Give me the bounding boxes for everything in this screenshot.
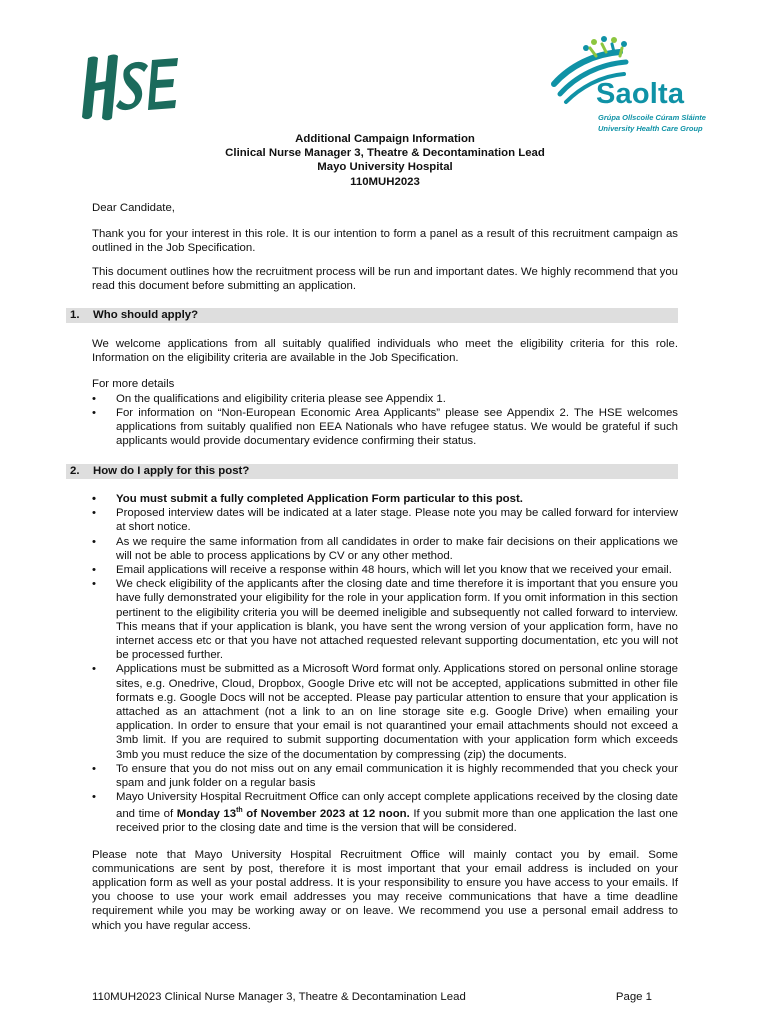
footer-reference: 110MUH2023 Clinical Nurse Manager 3, Theatre & Decontamination Lead xyxy=(92,991,466,1003)
list-item xyxy=(92,790,678,835)
title-line-3: Mayo University Hospital xyxy=(317,161,453,174)
list-item: • We check eligibility of the applicants after the closing date and time therefore it is important that you ensure you have fully demonstrated your eligibility for the role in your application form. If you omit information in this section pertinent to the eligibility criteria you will be deemed ineligible and subsequently not called forward to interview. This means that if your application is blank, you have sent the wrong version of your application form, have no internet access etc or that you have not attached requested relevant supporting documentation, etc you will not be processed further. xyxy=(92,577,678,662)
section-1-paragraph: We welcome applications from all suitably qualified individuals who meet the eligibility criteria for this role. Information on the eligibility criteria are available in the Job Specification. xyxy=(92,338,678,365)
closing-date-time: of November 2023 at 12 noon. xyxy=(242,808,410,821)
list-item: • To ensure that you do not miss out on any email communication it is highly recommended that you check your spam and junk folder on a regular basis xyxy=(92,762,678,790)
saolta-wordmark: Saolta xyxy=(596,78,685,110)
salutation: Dear Candidate, xyxy=(92,202,175,214)
intro-paragraph-2: This document outlines how the recruitment process will be run and important dates. We highly recommend that you read this document before submitting an application. xyxy=(92,265,678,292)
section-1-body xyxy=(92,337,678,448)
list-item: • On the qualifications and eligibility criteria please see Appendix 1. xyxy=(92,392,678,406)
closing-date-intro: Mayo University Hospital Recruitment Office can only accept complete applications received by the closing date and time of xyxy=(116,791,679,821)
hse-logo xyxy=(78,50,180,124)
list-item: • For information on “Non-European Economic Area Applicants” please see Appendix 2. The HSE welcomes applications from suitably qualified non EEA Nationals who have refugee status. We would be grateful if such applicants would provide documentary evidence confirming their status. xyxy=(92,406,678,449)
list-item: • Email applications will receive a response within 48 hours, which will let you know that we received your email. xyxy=(92,563,678,577)
list-item: • As we require the same information from all candidates in order to make fair decisions on their applications we will not be able to process applications by CV or any other method. xyxy=(92,535,678,563)
document-title xyxy=(0,132,770,189)
section-2-heading xyxy=(66,464,678,479)
section-1-heading xyxy=(66,308,678,323)
intro-paragraph-1: Thank you for your interest in this role. It is our intention to form a panel as a result of this recruitment campaign as outlined in the Job Specification. xyxy=(92,228,678,255)
closing-date-suffix: th xyxy=(236,807,243,815)
saolta-subtitle-english: University Health Care Group xyxy=(598,124,703,133)
more-details-label: For more details xyxy=(92,378,175,391)
section-2-bullet-list xyxy=(92,492,678,836)
page-number: Page 1 xyxy=(615,991,652,1003)
saolta-subtitle-irish: Grúpa Ollscoile Cúram Sláinte xyxy=(598,113,706,122)
section-2-body xyxy=(92,492,678,942)
closing-date: Monday 13 xyxy=(176,808,237,821)
title-line-1: Additional Campaign Information xyxy=(295,133,475,145)
section-number: 1. xyxy=(70,309,80,321)
list-item: • Proposed interview dates will be indicated at a later stage. Please note you may be called forward for interview at short notice. xyxy=(92,506,678,534)
section-number: 2. xyxy=(70,465,80,477)
title-line-4: 110MUH2023 xyxy=(350,175,420,188)
section-title: Who should apply? xyxy=(93,309,199,321)
closing-date-note: If you submit more than one application the last one received prior to the closing date and time is the version that will be considered. xyxy=(116,808,678,835)
title-line-2: Clinical Nurse Manager 3, Theatre & Decontamination Lead xyxy=(225,147,545,160)
list-item: • You must submit a fully completed Application Form particular to this post. xyxy=(92,492,678,506)
intro-block xyxy=(92,201,678,302)
section-1-bullet-list xyxy=(92,392,678,449)
email-contact-paragraph: Please note that Mayo University Hospital Recruitment Office will mainly contact you by email. Some communications are sent by post, therefore it is most important that your email address is included on your application form as well as your postal address. It is your responsibility to ensure you have access to your emails. If you choose to use your work email addresses you may receive communications that have a time deadline requirement while you may be working away or on leave. We recommend you use a personal email address to which you have regular access. xyxy=(92,848,678,932)
list-item: • Applications must be submitted as a Microsoft Word format only. Applications stored on personal online storage sites, e.g. Onedrive, Cloud, Dropbox, Google Drive etc will not be accepted, applications submitted in other file formats e.g. Google Docs will not be accepted. Please pay particular attention to ensure that your application is attached as an attachment (not a link to an on line storage site e.g. Google Drive) when emailing your application. In order to ensure that your email is not quarantined your email attachments should not exceed a 3mb limit. If you are required to submit supporting documentation with your application form which exceeds 3mb you must reduce the size of the documentation by compressing (zip) the documents. xyxy=(92,662,678,761)
section-title: How do I apply for this post? xyxy=(93,465,250,477)
